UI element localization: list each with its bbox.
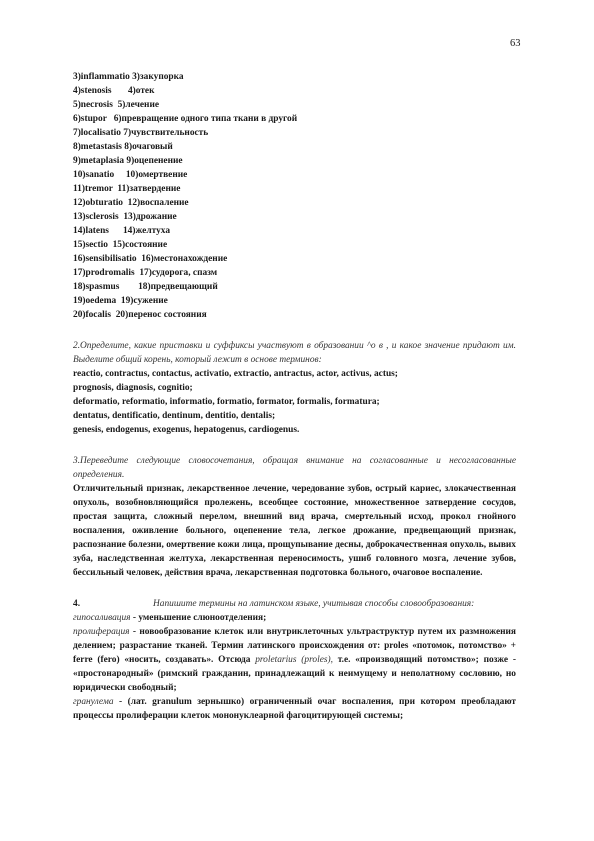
list-item: 12)obturatio 12)воспаление bbox=[73, 198, 189, 208]
task-2-line: dentatus, dentificatio, dentinum, dentitio, dentalis; bbox=[73, 411, 276, 421]
list-item: 11)tremor 11)затвердение bbox=[73, 184, 181, 194]
task-2-instruction: 2.Определите, какие приставки и суффиксы участвуют в образовании ^о в , и какое значение придают им. Выделите общий корень, который лежит в основе терминов: bbox=[73, 341, 516, 365]
list-item: 3)inflammatio 3)закупорка bbox=[73, 72, 184, 82]
list-item: 4)stenosis 4)отек bbox=[73, 86, 155, 96]
definition-text: новообразование клеток или внутриклеточных ультраструктур путем их размножения делением; разрастание тканей. Термин латинского происхождения от: proles «потомок, потомство» + ferre (fero) «носить, создавать». Отсюда bbox=[73, 627, 517, 665]
list-item: 18)spasmus 18)предвещающий bbox=[73, 282, 218, 292]
task-3-text: Отличительный признак, лекарственное лечение, чередование зубов, острый кариес, злокачественная опухоль, возобновляющийся пролежень, всеобщее состояние, множественное затвердение сосудов, простая защита, сложный перелом, внешний вид врача, смертельный исход, прокол гнойного воспаления, оживление больного, оцепенение тела, легкое дрожание, предвещающий признак, распознание болезни, омертвение кожи лица, прощупывание десны, доброкачественная опухоль, вывих зуба, наследственная желтуха, лекарственная переносимость, ушиб головного мозга, лечение зубов, бессильный человек, действия врача, лекарственная подготовка больного, очаговое воспаление. bbox=[73, 484, 516, 578]
list-item: 17)prodromalis 17)судорога, спазм bbox=[73, 268, 218, 278]
definition-latin-word: proletarius (proles), bbox=[250, 655, 338, 665]
task-2-line: deformatio, reformatio, informatio, formatio, formator, formalis, formatura; bbox=[73, 397, 380, 407]
definition-text: уменьшение слюноотделения; bbox=[138, 613, 267, 623]
term-list bbox=[73, 70, 516, 322]
definition-term: пролиферация bbox=[73, 627, 130, 637]
list-item: 8)metastasis 8)очаговый bbox=[73, 142, 173, 152]
task-2-line: prognosis, diagnosis, cognitio; bbox=[73, 383, 193, 393]
list-item: 15)sectio 15)состояние bbox=[73, 240, 168, 250]
list-item: 7)localisatio 7)чувствительность bbox=[73, 128, 209, 138]
definition-text: (лат. granulum зернышко) ограниченный очаг воспаления, при котором преобладают процессы пролиферации клеток мононуклеарной фагоцитирующей системы; bbox=[73, 697, 517, 721]
task-4 bbox=[73, 597, 516, 723]
task-2-line: genesis, endogenus, exogenus, hepatogenus, cardiogenus. bbox=[73, 425, 300, 435]
definition-separator: - bbox=[129, 627, 140, 637]
task-4-number: 4. bbox=[73, 599, 81, 609]
definition-item bbox=[73, 611, 516, 625]
page-content bbox=[73, 70, 516, 723]
task-3 bbox=[73, 454, 516, 580]
list-item: 6)stupor 6)превращение одного типа ткани в другой bbox=[73, 114, 298, 124]
task-4-heading bbox=[73, 597, 516, 611]
list-item: 10)sanatio 10)омертвение bbox=[73, 170, 188, 180]
definition-separator: - bbox=[113, 697, 128, 707]
task-2-line: reactio, contractus, contactus, activatio, extractio, antractus, actor, activus, actus; bbox=[73, 369, 398, 379]
task-2 bbox=[73, 339, 516, 437]
definition-separator: - bbox=[130, 613, 139, 623]
list-item: 16)sensibilisatio 16)местонахождение bbox=[73, 254, 228, 264]
definition-item bbox=[73, 695, 516, 723]
task-4-instruction: Напишите термины на латинском языке, учитывая способы словообразования: bbox=[153, 599, 475, 609]
list-item: 5)necrosis 5)лечение bbox=[73, 100, 160, 110]
list-item: 20)focalis 20)перенос состояния bbox=[73, 310, 207, 320]
list-item: 14)latens 14)желтуха bbox=[73, 226, 171, 236]
definition-text-continued: т.е. «производящий потомство»; позже - «простонародный» (римский гражданин, принадлежащий к неимущему и неполатному сословию, но юридически свободный; bbox=[73, 655, 517, 693]
task-3-instruction: 3.Переведите следующие словосочетания, обращая внимание на согласованные и несогласованные определения. bbox=[73, 456, 516, 480]
definition-term: гранулема bbox=[73, 697, 114, 707]
definition-item bbox=[73, 625, 516, 695]
list-item: 13)sclerosis 13)дрожание bbox=[73, 212, 177, 222]
list-item: 9)metaplasia 9)оцепенение bbox=[73, 156, 183, 166]
list-item: 19)oedema 19)сужение bbox=[73, 296, 168, 306]
page-number: 63 bbox=[510, 38, 521, 49]
definition-term: гипосаливация bbox=[73, 613, 131, 623]
